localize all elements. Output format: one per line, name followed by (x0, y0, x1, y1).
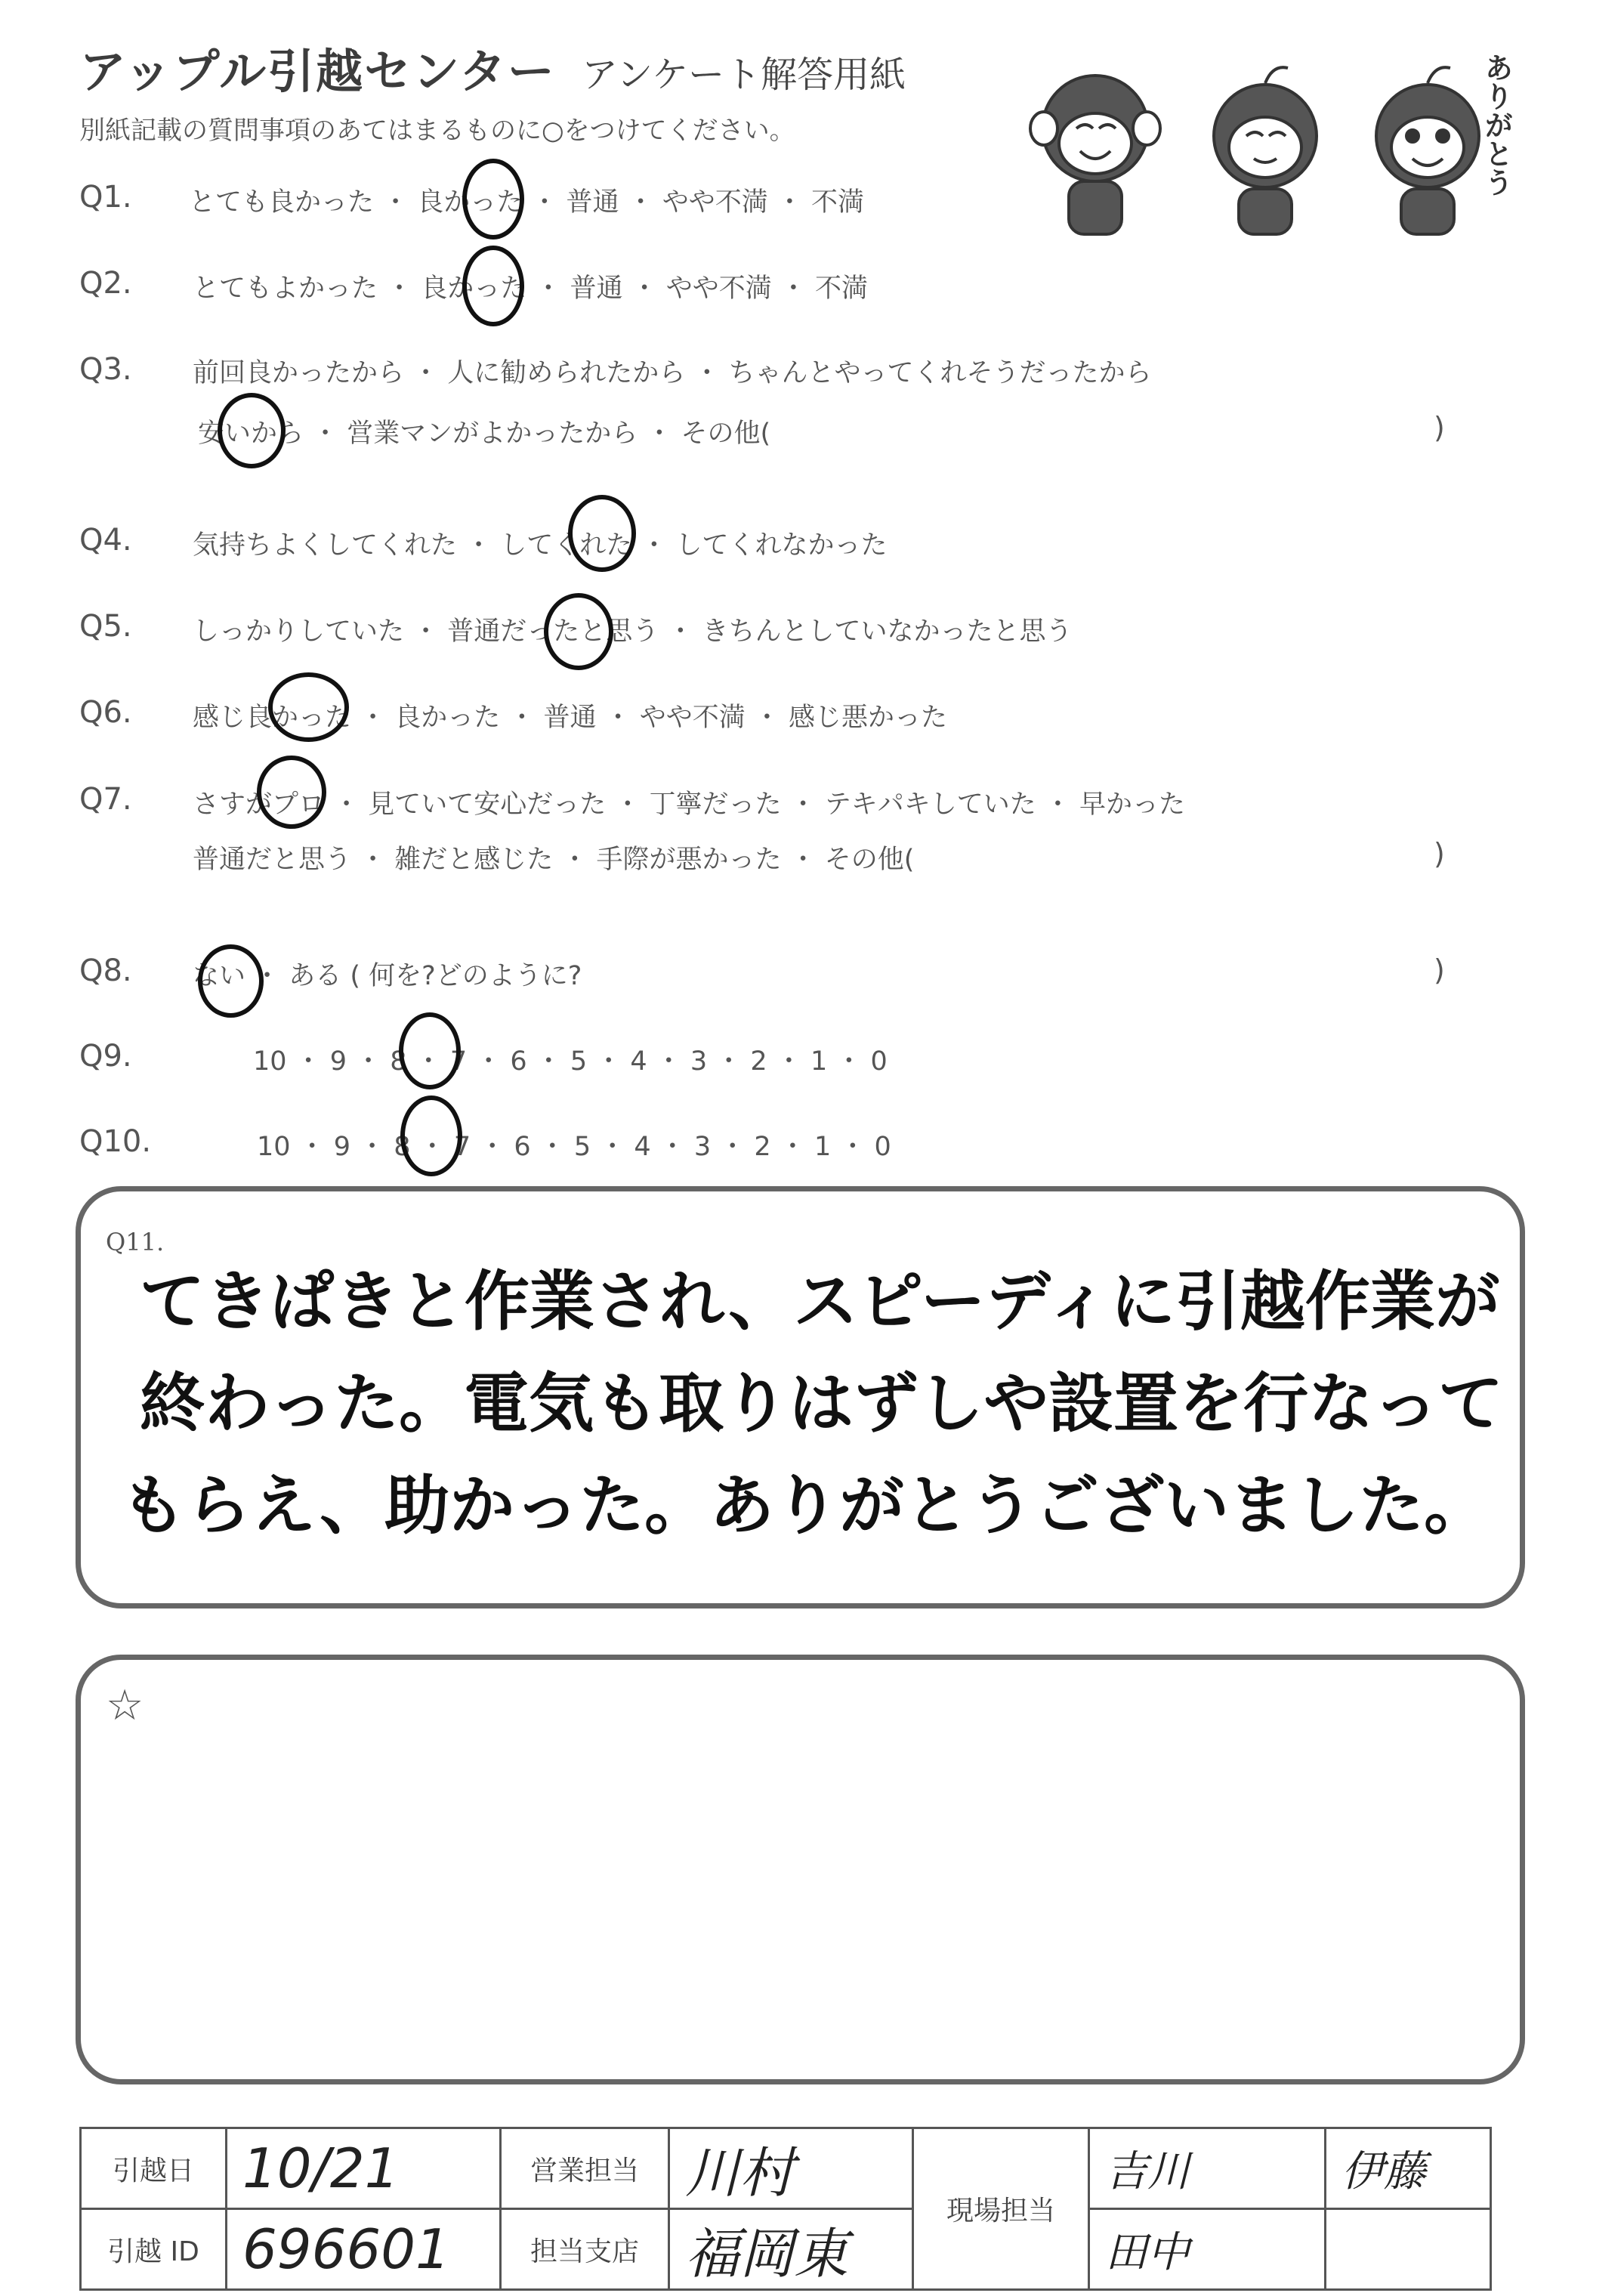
move-id-value: 696601 (227, 2209, 501, 2290)
answer-circle-q10 (400, 1096, 462, 1176)
q10-label: Q10. (79, 1124, 152, 1159)
q6-options: 感じ良かった ・ 良かった ・ 普通 ・ やや不満 ・ 感じ悪かった (193, 703, 948, 733)
sales-rep-label: 営業担当 (501, 2128, 669, 2209)
answer-circle-q9 (399, 1012, 461, 1089)
answer-circle-q4 (568, 495, 636, 572)
q1-options: とても良かった ・ 良かった ・ 普通 ・ やや不満 ・ 不満 (189, 187, 865, 218)
brand-title: アップル引越センター (79, 44, 556, 99)
q7-label: Q7. (79, 782, 132, 817)
star-comment-box (76, 1655, 1525, 2084)
q10-scale: 10 ・ 9 ・ 8 ・ 7 ・ 6 ・ 5 ・ 4 ・ 3 ・ 2 ・ 1 ・ 0 (257, 1132, 891, 1162)
q11-comment-line3: もらえ、助かった。ありがとうございました。 (121, 1468, 1490, 1544)
q11-comment-line2: 終わった。電気も取りはずしや設置を行なって (140, 1366, 1504, 1442)
q1-label: Q1. (79, 180, 132, 215)
branch-value: 福岡東 (669, 2209, 913, 2290)
answer-circle-q5 (544, 593, 613, 670)
q5-label: Q5. (79, 609, 132, 644)
q6-label: Q6. (79, 695, 132, 730)
instruction-text: 別紙記載の質問事項のあてはまるものに○をつけてください。 (79, 116, 795, 146)
form-subtitle: アンケート解答用紙 (582, 54, 906, 96)
q9-scale: 10 ・ 9 ・ 8 ・ 7 ・ 6 ・ 5 ・ 4 ・ 3 ・ 2 ・ 1 ・ 0 (253, 1046, 888, 1077)
answer-circle-q7 (257, 756, 326, 829)
q2-options: とてもよかった ・ 良かった ・ 普通 ・ やや不満 ・ 不満 (193, 273, 869, 304)
site-staff-empty (1326, 2209, 1491, 2290)
monkey-mascots-icon (1005, 53, 1526, 242)
q11-label: Q11. (106, 1228, 165, 1256)
q3-label: Q3. (79, 352, 132, 387)
thanks-text: ありがとう (1480, 53, 1513, 196)
q9-label: Q9. (79, 1039, 132, 1074)
q5-options: しっかりしていた ・ 普通だったと思う ・ きちんとしていなかったと思う (193, 617, 1073, 647)
site-staff-3: 伊藤 (1326, 2128, 1491, 2209)
q3-close-paren: ) (1434, 411, 1445, 444)
q8-close-paren: ) (1434, 953, 1445, 987)
q8-label: Q8. (79, 953, 132, 988)
answer-circle-q2 (462, 246, 524, 326)
sales-rep-value: 川村 (669, 2128, 913, 2209)
answer-circle-q3 (218, 393, 286, 468)
q8-options: ない ・ ある ( 何を?どのように? (193, 961, 582, 991)
q7-close-paren: ) (1434, 837, 1445, 870)
q4-label: Q4. (79, 523, 132, 558)
move-date-label: 引越日 (81, 2128, 227, 2209)
move-id-label: 引越 ID (81, 2209, 227, 2290)
q11-comment-line1: てきぱきと作業され、スピーディに引越作業が (140, 1264, 1500, 1340)
branch-label: 担当支店 (501, 2209, 669, 2290)
site-staff-label: 現場担当 (913, 2128, 1089, 2290)
site-staff-1: 吉川 (1089, 2128, 1326, 2209)
answer-circle-q8 (198, 944, 264, 1018)
q3-options-line1: 前回良かったから ・ 人に勧められたから ・ ちゃんとやってくれそうだったから (193, 358, 1152, 388)
q4-options: 気持ちよくしてくれた ・ してくれた ・ してくれなかった (193, 530, 888, 561)
star-icon: ☆ (106, 1681, 144, 1730)
answer-circle-q1 (462, 159, 524, 239)
answer-circle-q6 (268, 672, 349, 742)
q3-options-line2: 安いから ・ 営業マンがよかったから ・ その他( (198, 419, 771, 449)
footer-info-table (79, 2127, 1492, 2285)
site-staff-2: 田中 (1089, 2209, 1326, 2290)
mascot-illustration (1005, 53, 1526, 242)
q2-label: Q2. (79, 266, 132, 301)
move-date-value: 10/21 (227, 2128, 501, 2209)
q7-options-line1: さすがプロ ・ 見ていて安心だった ・ 丁寧だった ・ テキパキしていた ・ 早かった (193, 790, 1186, 820)
q7-options-line2: 普通だと思う ・ 雑だと感じた ・ 手際が悪かった ・ その他( (193, 845, 915, 875)
